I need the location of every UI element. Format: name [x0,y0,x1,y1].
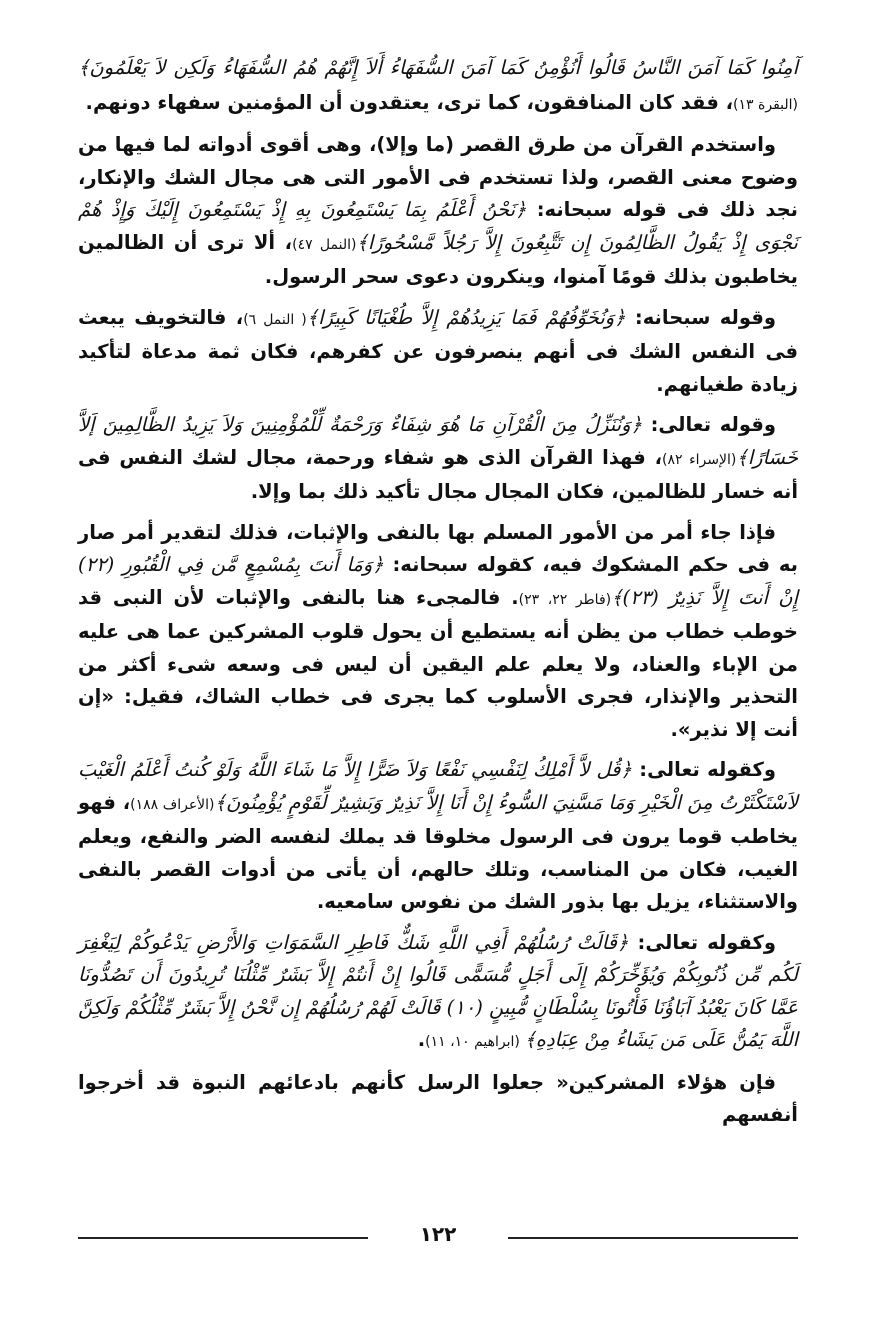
body-text: ، فهو يخاطب قوما يرون فى الرسول مخلوقا قد يملك لنفسه الضر والنفع، ويعلم الغيب، فكان من المناسب، وتلك حالهم، أن يأتى من أدوات القصر بالنفى والاستثناء، يزيل بها بذور الشك من نفوس سامعيه. [78,790,798,913]
paragraph-2 [78,129,798,294]
quran-verse: ﴿نَحْنُ أَعْلَمُ بِمَا يَسْتَمِعُونَ بِهِ إِذْ يَسْتَمِعُونَ إِلَيْكَ وَإِذْ هُمْ نَجْوَى إِذْ يَقُولُ الظَّالِمُونَ إِن تَتَّبِعُونَ إِلاَّ رَجُلاً مَّسْحُورًا﴾ [78,198,798,254]
verse-reference: (ابراهيم ١٠، ١١) [425,1034,525,1050]
verse-reference: ( النمل ٦) [243,311,307,328]
paragraph-7 [78,927,798,1059]
quran-verse: ﴿قَالَتْ رُسُلُهُمْ أَفِي اللَّهِ شَكٌّ فَاطِرِ السَّمَوَاتِ وَالأَرْضِ يَدْعُوكُمْ لِيَغْفِرَ لَكُم مِّن ذُنُوبِكُمْ وَيُؤَخِّرَكُمْ إِلَى أَجَلٍ مُّسَمًّى قَالُوا إِنْ أَنتُمْ إِلاَّ بَشَرٌ مِّثْلُنَا تُرِيدُونَ أَن تَصُدُّونَا عَمَّا كَانَ يَعْبُدُ آبَاؤُنَا فَأْتُونَا بِسُلْطَانٍ مُّبِينٍ (١٠) قَالَتْ لَهُمْ رُسُلُهُمْ إِن نَّحْنُ إِلاَّ بَشَرٌ مِّثْلُكُمْ وَلَكِنَّ اللَّهَ يَمُنُّ عَلَى مَن يَشَاءُ مِنْ عِبَادِهِ﴾ [78,930,798,1051]
verse-reference: (النمل ٤٧) [292,236,357,253]
body-text: . [417,1028,426,1051]
paragraph-3 [78,302,798,402]
page-footer [78,1222,798,1252]
page-number: ١٢٢ [419,1222,457,1246]
quran-verse: ﴿وَنُنَزِّلُ مِنَ الْقُرْآنِ مَا هُوَ شِفَاءٌ وَرَحْمَةٌ لِّلْمُؤْمِنِينَ وَلاَ يَزِيدُ الظَّالِمِينَ إَلاَّ خَسَارًا﴾ [78,413,798,469]
body-text: ، فالتخويف يبعث فى النفس الشك فى أنهم ينصرفون عن كفرهم، فكان ثمة مدعاة لتأكيد زيادة طغيانهم. [78,305,798,396]
body-text: وقوله تعالى: [642,413,776,436]
body-text: واستخدم القرآن من طرق القصر (ما وإلا)، وهى أقوى أدواته لما فيها من وضوح معنى القصر، ولذا تستخدم فى الأمور التى هى مجال الشك والإنكار، نجد ذلك فى قوله سبحانه: [78,133,799,221]
verse-reference: (الأعراف ١٨٨) [130,796,215,813]
verse-reference: (البقرة ١٣) [733,96,798,113]
quran-verse: آمِنُوا كَمَا آمَنَ النَّاسُ قَالُوا أَنُؤْمِنُ كَمَا آمَنَ السُّفَهَاءُ أَلاَ إِنَّهُمْ هُمُ السُّفَهَاءُ وَلَكِن لاَ يَعْلَمُونَ﴾ [78,56,798,79]
quran-verse: ﴿وَمَا أَنتَ بِمُسْمِعٍ مَّن فِي الْقُبُورِ (٢٢) إِنْ أَنتَ إِلاَّ نَذِيرٌ (٢٣)﴾ [78,553,798,609]
paragraph-4 [78,409,798,509]
body-text: وكقوله تعالى: [628,930,776,954]
quran-verse: ﴿وَنُخَوِّفُهُمْ فَمَا يَزِيدُهُمْ إِلاَّ طُغْيَانًا كَبِيرًا﴾ [306,305,626,329]
quran-verse: ﴿قُل لاَّ أَمْلِكُ لِنَفْسِي نَفْعًا وَلاَ ضَرًّا إِلاَّ مَا شَاءَ اللَّهُ وَلَوْ كُنتُ أَعْلَمُ الْغَيْبَ لاَسْتَكْثَرْتُ مِنَ الْخَيْرِ وَمَا مَسَّنِيَ السُّوءُ إِنْ أَنَا إِلاَّ نَذِيرٌ وَبَشِيرٌ لِّقَوْمٍ يُؤْمِنُونَ﴾ [78,758,798,814]
body-text: ، ألا ترى أن الظالمين يخاطبون بذلك قومًا آمنوا، وينكرون دعوى سحر الرسول. [78,230,798,288]
body-text: وقوله سبحانه: [625,305,776,329]
body-text: فإن هؤلاء المشركين« جعلوا الرسل كأنهم بادعائهم النبوة قد أخرجوا أنفسهم [78,1070,798,1126]
page-body [78,52,798,1140]
verse-reference: (الإسراء ٨٢) [662,451,737,468]
body-text: . فالمجىء هنا بالنفى والإثبات لأن النبى قد خوطب خطاب من يظن أنه يستطيع أن يحول قلوب المشركين عما هى عليه من الإباء والعناد، ولا يعلم علم اليقين أن ليس فى وسعه شىء أكثر من التحذير والإنذار، فجرى الأسلوب كما يجرى فى خطاب الشاك، فقيل: «إن أنت إلا نذير». [78,585,798,741]
body-text: وكقوله تعالى: [631,758,776,781]
verse-reference: (فاطر ٢٢، ٢٣) [518,591,612,608]
paragraph-8 [78,1067,798,1132]
paragraph-6 [78,754,798,919]
body-text: ، فقد كان المنافقون، كما ترى، يعتقدون أن المؤمنين سفهاء دونهم. [85,90,734,114]
body-text: فإذا جاء أمر من الأمور المسلم بها بالنفى والإثبات، فذلك لتقدير أمر صار به فى حكم المشكوك فيه، كقوله سبحانه: [78,520,798,576]
paragraph-1 [78,52,798,121]
body-text: ، فهذا القرآن الذى هو شفاء ورحمة، مجال لشك النفس فى أنه خسار للظالمين، فكان المجال مجال تأكيد ذلك بما وإلا. [78,445,798,503]
paragraph-5 [78,517,798,747]
footer-rule-right [508,1237,798,1239]
